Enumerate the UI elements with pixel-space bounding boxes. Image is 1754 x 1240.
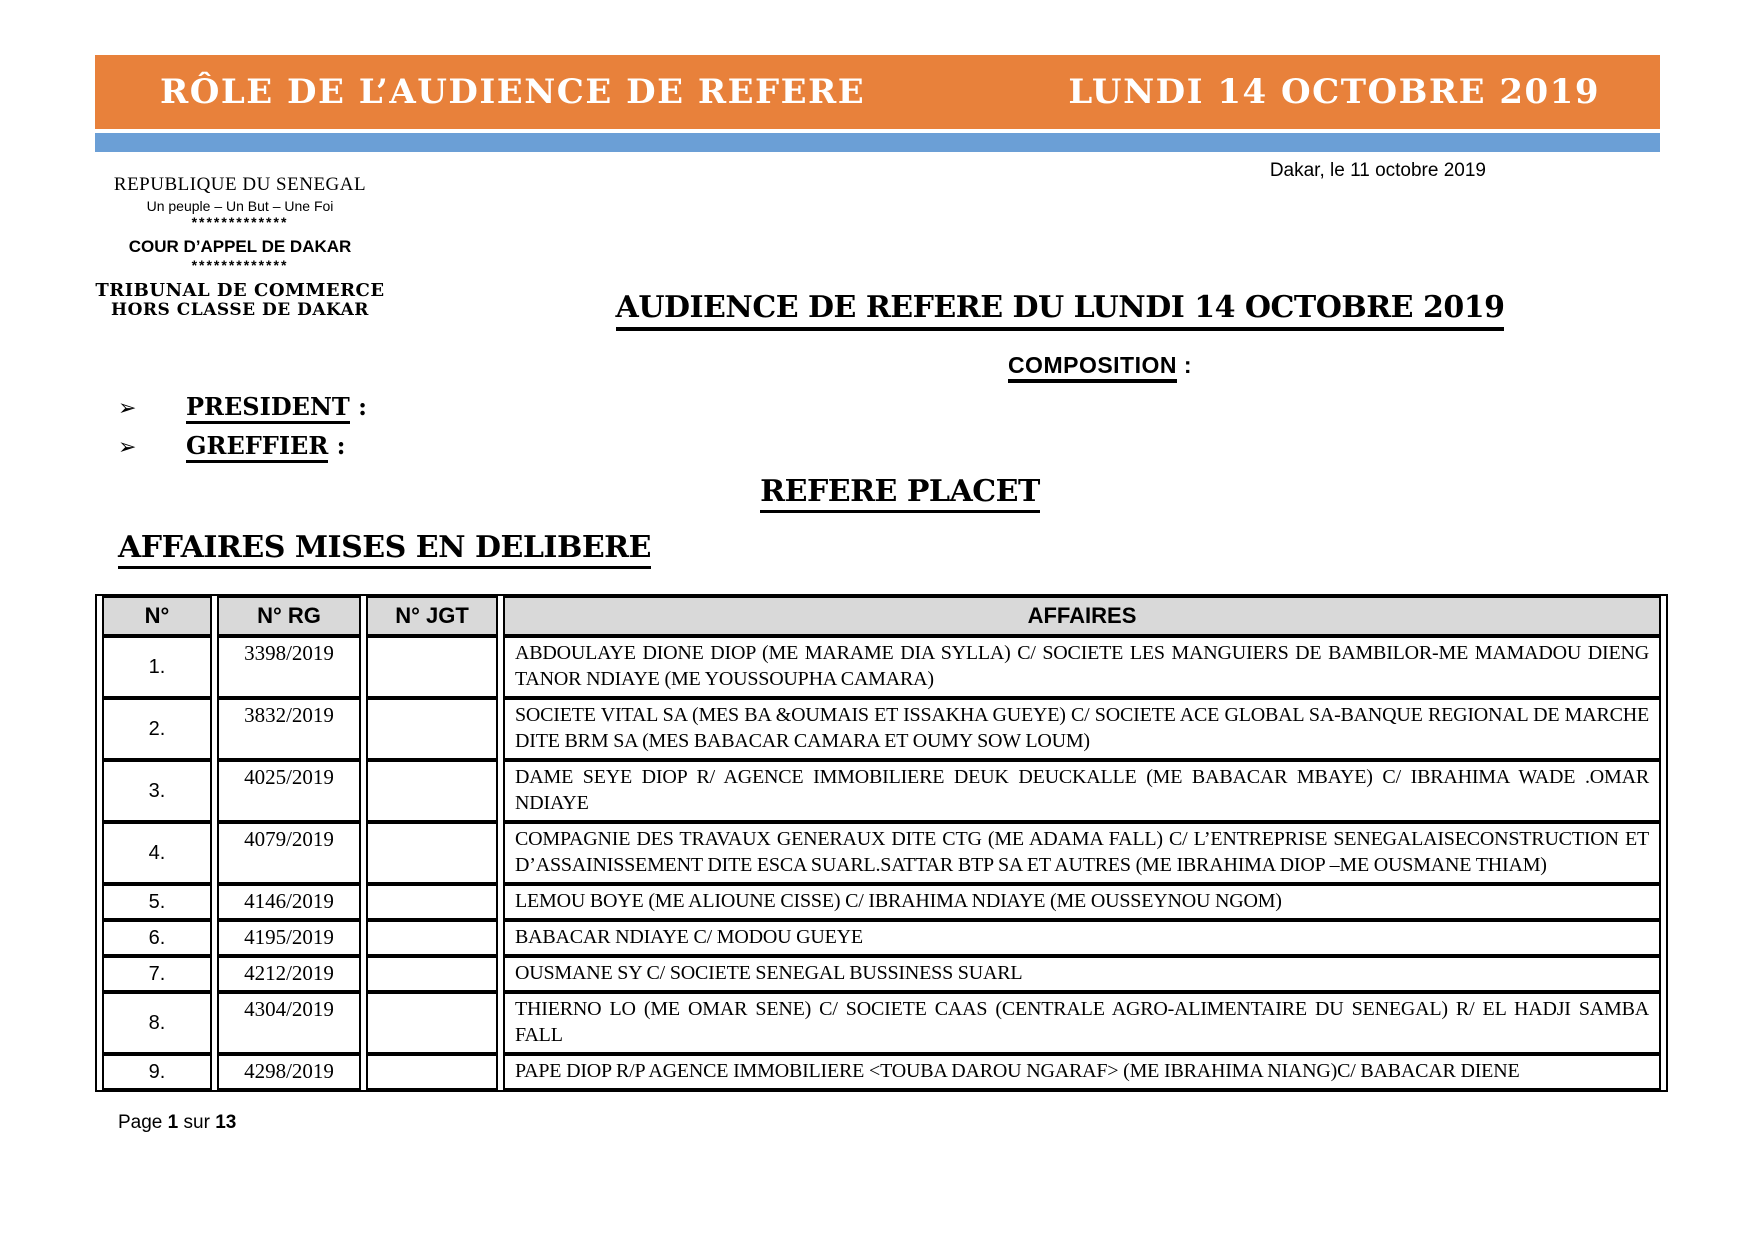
case-description: PAPE DIOP R/P AGENCE IMMOBILIERE <TOUBA DAROU NGARAF> (ME IBRAHIMA NIANG)C/ BABACAR DIENE (503, 1054, 1661, 1090)
case-jgt-number (366, 920, 498, 956)
case-number: 8. (102, 992, 212, 1054)
column-header-rg: N° RG (217, 596, 361, 636)
case-jgt-number (366, 884, 498, 920)
case-jgt-number (366, 636, 498, 698)
case-rg-number: 4025/2019 (217, 760, 361, 822)
composition-heading (600, 352, 1600, 379)
table-row (102, 992, 1661, 1054)
cases-table-header (102, 596, 1661, 636)
case-rg-number: 3398/2019 (217, 636, 361, 698)
letterhead-cour-appel: COUR D’APPEL DE DAKAR (128, 237, 352, 257)
column-header-num: N° (102, 596, 212, 636)
table-row (102, 956, 1661, 992)
table-row (102, 760, 1661, 822)
section-title-refere-placet: REFERE PLACET (140, 474, 1660, 509)
composition-label: COMPOSITION (1008, 352, 1177, 383)
case-jgt-number (366, 992, 498, 1054)
composition-suffix: : (1177, 352, 1193, 378)
table-row (102, 636, 1661, 698)
case-jgt-number (366, 698, 498, 760)
header-banner (95, 55, 1660, 129)
case-rg-number: 4304/2019 (217, 992, 361, 1054)
case-description: DAME SEYE DIOP R/ AGENCE IMMOBILIERE DEUK DEUCKALLE (ME BABACAR MBAYE) C/ IBRAHIMA WADE .OMAR NDIAYE (503, 760, 1661, 822)
case-description: OUSMANE SY C/ SOCIETE SENEGAL BUSSINESS SUARL (503, 956, 1661, 992)
letterhead-republic: REPUBLIQUE DU SENEGAL (113, 174, 367, 195)
total-page-count: 13 (215, 1112, 237, 1133)
cases-table (95, 594, 1668, 1092)
table-row (102, 884, 1661, 920)
arrow-bullet-icon: ➢ (118, 396, 137, 421)
case-description: LEMOU BOYE (ME ALIOUNE CISSE) C/ IBRAHIMA NDIAYE (ME OUSSEYNOU NGOM) (503, 884, 1661, 920)
case-rg-number: 4146/2019 (217, 884, 361, 920)
case-jgt-number (366, 760, 498, 822)
table-row (102, 1054, 1661, 1090)
arrow-bullet-icon: ➢ (118, 435, 137, 460)
letterhead-tribunal-line1: TRIBUNAL DE COMMERCE (95, 279, 385, 301)
case-description: SOCIETE VITAL SA (MES BA &OUMAIS ET ISSAKHA GUEYE) C/ SOCIETE ACE GLOBAL SA-BANQUE REGIONAL DE MARCHE DITE BRM SA (MES BABACAR CAMARA ET OUMY SOW LOUM) (503, 698, 1661, 760)
case-number: 2. (102, 698, 212, 760)
banner-date: LUNDI 14 OCTOBRE 2019 (1068, 72, 1600, 112)
case-number: 7. (102, 956, 212, 992)
case-number: 3. (102, 760, 212, 822)
greffier-label: GREFFIER (186, 431, 328, 463)
case-description: COMPAGNIE DES TRAVAUX GENERAUX DITE CTG (ME ADAMA FALL) C/ L’ENTREPRISE SENEGALAISECONSTRUCTION ET D’ASSAINISSEMENT DITE ESCA SUARL.SATTAR BTP SA ET AUTRES (ME IBRAHIMA DIOP –ME OUSMANE THIAM) (503, 822, 1661, 884)
case-rg-number: 3832/2019 (217, 698, 361, 760)
letterhead-motto: Un peuple – Un But – Une Foi (146, 197, 334, 214)
case-rg-number: 4195/2019 (217, 920, 361, 956)
letterhead-stars-separator: ************* (191, 256, 289, 273)
case-jgt-number (366, 822, 498, 884)
case-rg-number: 4212/2019 (217, 956, 361, 992)
case-description: THIERNO LO (ME OMAR SENE) C/ SOCIETE CAAS (CENTRALE AGRO-ALIMENTAIRE DU SENEGAL) R/ EL HADJI SAMBA FALL (503, 992, 1661, 1054)
subsection-title-affaires-deliberees: AFFAIRES MISES EN DELIBERE (118, 530, 651, 565)
case-number: 1. (102, 636, 212, 698)
case-rg-number: 4298/2019 (217, 1054, 361, 1090)
case-rg-number: 4079/2019 (217, 822, 361, 884)
case-jgt-number (366, 1054, 498, 1090)
current-page-number: 1 (167, 1112, 179, 1133)
case-number: 4. (102, 822, 212, 884)
case-number: 9. (102, 1054, 212, 1090)
case-jgt-number (366, 956, 498, 992)
table-row (102, 698, 1661, 760)
column-header-jgt: N° JGT (366, 596, 498, 636)
column-header-affaires: AFFAIRES (503, 596, 1661, 636)
case-number: 6. (102, 920, 212, 956)
president-label: PRESIDENT (186, 392, 350, 424)
case-number: 5. (102, 884, 212, 920)
banner-title: RÔLE DE L’AUDIENCE DE REFERE (160, 72, 866, 112)
letterhead (85, 174, 395, 321)
table-row (102, 822, 1661, 884)
table-row (102, 920, 1661, 956)
case-description: ABDOULAYE DIONE DIOP (ME MARAME DIA SYLLA) C/ SOCIETE LES MANGUIERS DE BAMBILOR-ME MAMADOU DIENG TANOR NDIAYE (ME YOUSSOUPHA CAMARA) (503, 636, 1661, 698)
page-footer: Page 1 sur 13 (118, 1112, 237, 1133)
main-title (560, 290, 1560, 325)
cases-table-body (102, 636, 1661, 1090)
main-title-text: AUDIENCE DE REFERE DU LUNDI 14 OCTOBRE 2019 (616, 290, 1505, 331)
official-president: ➢ PRESIDENT : (118, 392, 367, 422)
case-description: BABACAR NDIAYE C/ MODOU GUEYE (503, 920, 1661, 956)
officials-list (118, 392, 367, 470)
document-date: Dakar, le 11 octobre 2019 (1269, 160, 1486, 181)
letterhead-stars-separator: ************* (191, 213, 289, 230)
letterhead-tribunal-line2: HORS CLASSE DE DAKAR (111, 300, 369, 321)
blue-divider-strip (95, 133, 1660, 152)
official-greffier: ➢ GREFFIER : (118, 431, 367, 461)
